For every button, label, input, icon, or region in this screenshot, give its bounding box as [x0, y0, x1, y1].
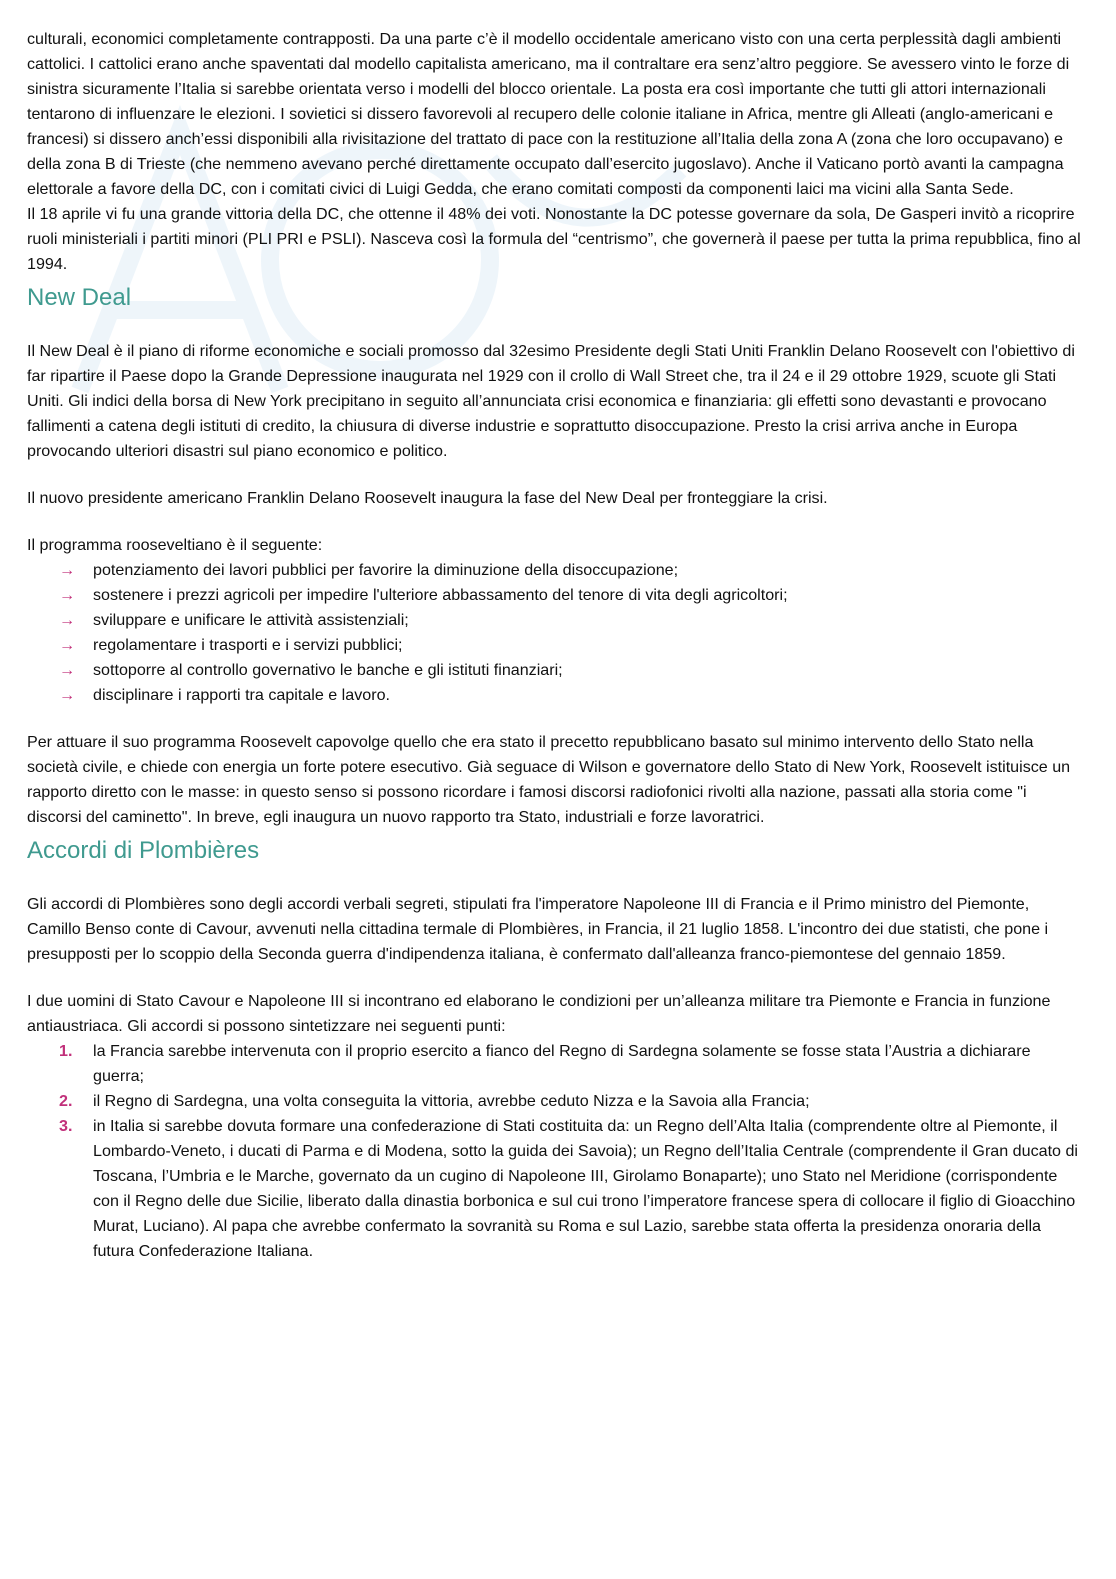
- list-item: [27, 633, 1085, 658]
- list-item: [27, 1039, 1085, 1089]
- plombieres-paragraph-2: I due uomini di Stato Cavour e Napoleone III si incontrano ed elaborano le condizioni per un’alleanza militare tra Piemonte e Francia in funzione antiaustriaca. Gli accordi si possono sintetizzare nei seguenti punti:: [27, 992, 1051, 1035]
- arrow-right-icon: →: [59, 586, 76, 604]
- list-number: 3.: [59, 1117, 73, 1135]
- list-item-text: la Francia sarebbe intervenuta con il proprio esercito a fianco del Regno di Sardegna solamente se fosse stata l’Austria a dichiarare guerra;: [93, 1042, 1031, 1085]
- document-page: [27, 27, 1085, 1264]
- arrow-right-icon: →: [59, 686, 76, 704]
- list-item-text: potenziamento dei lavori pubblici per favorire la diminuzione della disoccupazione;: [93, 561, 679, 579]
- new-deal-program-list: [27, 558, 1085, 708]
- list-item: [27, 683, 1085, 708]
- list-item: [27, 608, 1085, 633]
- intro-paragraph-2: Il 18 aprile vi fu una grande vittoria della DC, che ottenne il 48% dei voti. Nonostante la DC potesse governare da sola, De Gasperi invitò a ricoprire ruoli ministeriali i partiti minori (PLI PRI e PSLI). Nasceva così la formula del “centrismo”, che governerà il paese per tutta la prima repubblica, fino al 1994.: [27, 205, 1081, 273]
- list-number: 2.: [59, 1092, 73, 1110]
- list-item: [27, 1114, 1085, 1264]
- new-deal-paragraph-1: Il New Deal è il piano di riforme economiche e sociali promosso dal 32esimo Presidente degli Stati Uniti Franklin Delano Roosevelt con l'obiettivo di far ripartire il Paese dopo la Grande Depressione inaugurata nel 1929 con il crollo di Wall Street che, tra il 24 e il 29 ottobre 1929, scuote gli Stati Uniti. Gli indici della borsa di New York precipitano in seguito all’annunciata crisi economica e finanziaria: gli effetti sono devastanti e provocano fallimenti a catena degli istituti di credito, la chiusura di diverse industrie e soprattutto disoccupazione. Presto la crisi arriva anche in Europa provocando ulteriori disastri sul piano economico e politico.: [27, 342, 1075, 460]
- heading-accordi-plombieres: Accordi di Plombières: [27, 837, 260, 864]
- list-item-text: regolamentare i trasporti e i servizi pubblici;: [93, 636, 403, 654]
- list-item-text: in Italia si sarebbe dovuta formare una confederazione di Stati costituita da: un Regno dell’Alta Italia (comprendente oltre al Piemonte, il Lombardo-Veneto, i ducati di Parma e di Modena, sotto la guida dei Savoia); un Regno dell’Italia Centrale (comprendente il Gran ducato di Toscana, l’Umbria e le Marche, governato da un cugino di Napoleone III, Girolamo Bonaparte); uno Stato nel Meridione (corrispondente con il Regno delle due Sicilie, liberato dalla dinastia borbonica e sul cui trono l’imperatore francese spera di collocare il figlio di Gioacchino Murat, Luciano). Al papa che avrebbe confermato la sovranità su Roma e sul Lazio, sarebbe stata offerta la presidenza onoraria della futura Confederazione Italiana.: [93, 1117, 1078, 1260]
- list-item: [27, 1089, 1085, 1114]
- list-item-text: sostenere i prezzi agricoli per impedire l'ulteriore abbassamento del tenore di vita degli agricoltori;: [93, 586, 788, 604]
- new-deal-paragraph-4: Per attuare il suo programma Roosevelt capovolge quello che era stato il precetto repubblicano basato sul minimo intervento dello Stato nella società civile, e chiede con energia un forte potere esecutivo. Già seguace di Wilson e governatore dello Stato di New York, Roosevelt istituisce un rapporto diretto con le masse: in questo senso si possono ricordare i famosi discorsi radiofonici rivolti alla nazione, passati alla storia come "i discorsi del caminetto". In breve, egli inaugura un nuovo rapporto tra Stato, industriali e forze lavoratrici.: [27, 733, 1071, 826]
- arrow-right-icon: →: [59, 661, 76, 679]
- list-item-text: sviluppare e unificare le attività assistenziali;: [93, 611, 409, 629]
- arrow-right-icon: →: [59, 636, 76, 654]
- heading-new-deal: New Deal: [27, 284, 132, 311]
- list-item-text: sottoporre al controllo governativo le banche e gli istituti finanziari;: [93, 661, 563, 679]
- arrow-right-icon: →: [59, 611, 76, 629]
- plombieres-points-list: [27, 1039, 1085, 1264]
- list-item-text: il Regno di Sardegna, una volta conseguita la vittoria, avrebbe ceduto Nizza e la Savoia alla Francia;: [93, 1092, 810, 1110]
- new-deal-paragraph-3: Il programma rooseveltiano è il seguente:: [27, 536, 323, 554]
- list-item: [27, 583, 1085, 608]
- list-number: 1.: [59, 1042, 73, 1060]
- list-item: [27, 558, 1085, 583]
- arrow-right-icon: →: [59, 561, 76, 579]
- list-item-text: disciplinare i rapporti tra capitale e lavoro.: [93, 686, 390, 704]
- list-item: [27, 658, 1085, 683]
- plombieres-paragraph-1: Gli accordi di Plombières sono degli accordi verbali segreti, stipulati fra l'imperatore Napoleone III di Francia e il Primo ministro del Piemonte, Camillo Benso conte di Cavour, avvenuti nella cittadina termale di Plombières, in Francia, il 21 luglio 1858. L'incontro dei due statisti, che pone i presupposti per lo scoppio della Seconda guerra d'indipendenza italiana, è confermato dall'alleanza franco-piemontese del gennaio 1859.: [27, 895, 1049, 963]
- intro-paragraph-1: culturali, economici completamente contrapposti. Da una parte c’è il modello occidentale americano visto con una certa perplessità dagli ambienti cattolici. I cattolici erano anche spaventati dal modello capitalista americano, ma il contraltare era senz’altro peggiore. Se avessero vinto le forze di sinistra sicuramente l’Italia si sarebbe orientata verso i modelli del blocco orientale. La posta era così importante che tutti gli attori internazionali tentarono di influenzare le elezioni. I sovietici si dissero favorevoli al recupero delle colonie italiane in Africa, mentre gli Alleati (anglo-americani e francesi) si dissero anch’essi disponibili alla rivisitazione del trattato di pace con la restituzione all’Italia della zona A (zona che loro occupavano) e della zona B di Trieste (che nemmeno avevano perché direttamente occupato dall’esercito jugoslavo). Anche il Vaticano portò avanti la campagna elettorale a favore della DC, con i comitati civici di Luigi Gedda, che erano comitati composti da componenti laici ma vicini alla Santa Sede.: [27, 30, 1070, 198]
- new-deal-paragraph-2: Il nuovo presidente americano Franklin Delano Roosevelt inaugura la fase del New Deal per fronteggiare la crisi.: [27, 489, 828, 507]
